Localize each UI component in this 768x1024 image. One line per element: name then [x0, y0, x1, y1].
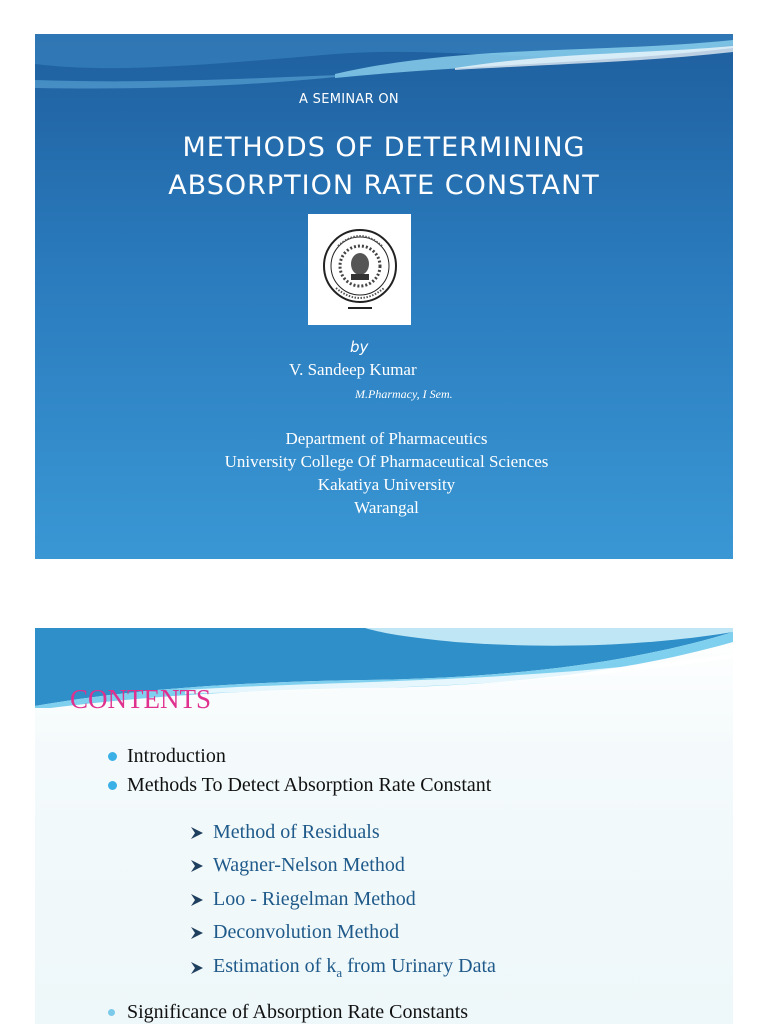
pre-title: A SEMINAR ON: [299, 92, 399, 107]
arrow-right-icon: [190, 926, 204, 940]
sub-bullet-item: [190, 821, 380, 844]
by-label: by: [350, 338, 369, 356]
bullet-dot-icon: [108, 1009, 115, 1016]
sub-bullet-text: Loo - Riegelman Method: [213, 888, 416, 910]
author-name: V. Sandeep Kumar: [289, 360, 417, 379]
city: Warangal: [354, 498, 419, 517]
arrow-right-icon: [190, 893, 204, 907]
university: Kakatiya University: [317, 475, 456, 494]
slide-title-line1: METHODS OF DETERMINING: [182, 132, 586, 163]
arrow-right-icon: [190, 961, 204, 975]
bullet-item: [108, 1001, 468, 1024]
department: Department of Pharmaceutics: [285, 429, 488, 448]
sub-bullet-item: [190, 854, 405, 877]
bullet-item: [108, 774, 491, 797]
arrow-right-icon: [190, 826, 204, 840]
title-slide: [35, 34, 733, 559]
university-seal-icon: [318, 222, 402, 316]
sub-bullet-text: [213, 955, 496, 981]
sub-bullet-prefix: Estimation of k: [213, 955, 337, 977]
college: University College Of Pharmaceutical Sciences: [224, 452, 549, 471]
university-logo: [308, 214, 411, 325]
sub-bullet-item: [190, 888, 416, 911]
sub-bullet-text: Method of Residuals: [213, 821, 380, 843]
sub-bullet-item: [190, 921, 399, 944]
ka-subscript: a: [336, 965, 343, 980]
bullet-dot-icon: [108, 781, 117, 790]
contents-title: CONTENTS: [70, 684, 211, 714]
bullet-text: Introduction: [127, 745, 226, 767]
slide-title-line2: ABSORPTION RATE CONSTANT: [168, 170, 600, 201]
sub-bullet-item: [190, 955, 496, 981]
bullet-item: [108, 745, 226, 768]
author-degree: M.Pharmacy, I Sem.: [355, 387, 453, 401]
contents-slide: [35, 628, 733, 1024]
bullet-text: Significance of Absorption Rate Constants: [127, 1001, 469, 1023]
bullet-text: Methods To Detect Absorption Rate Constant: [127, 774, 492, 796]
bullet-dot-icon: [108, 752, 117, 761]
sub-bullet-suffix: from Urinary Data: [342, 955, 496, 977]
sub-bullet-text: Deconvolution Method: [213, 921, 400, 943]
sub-bullet-text: Wagner-Nelson Method: [213, 854, 405, 876]
arrow-right-icon: [190, 859, 204, 873]
